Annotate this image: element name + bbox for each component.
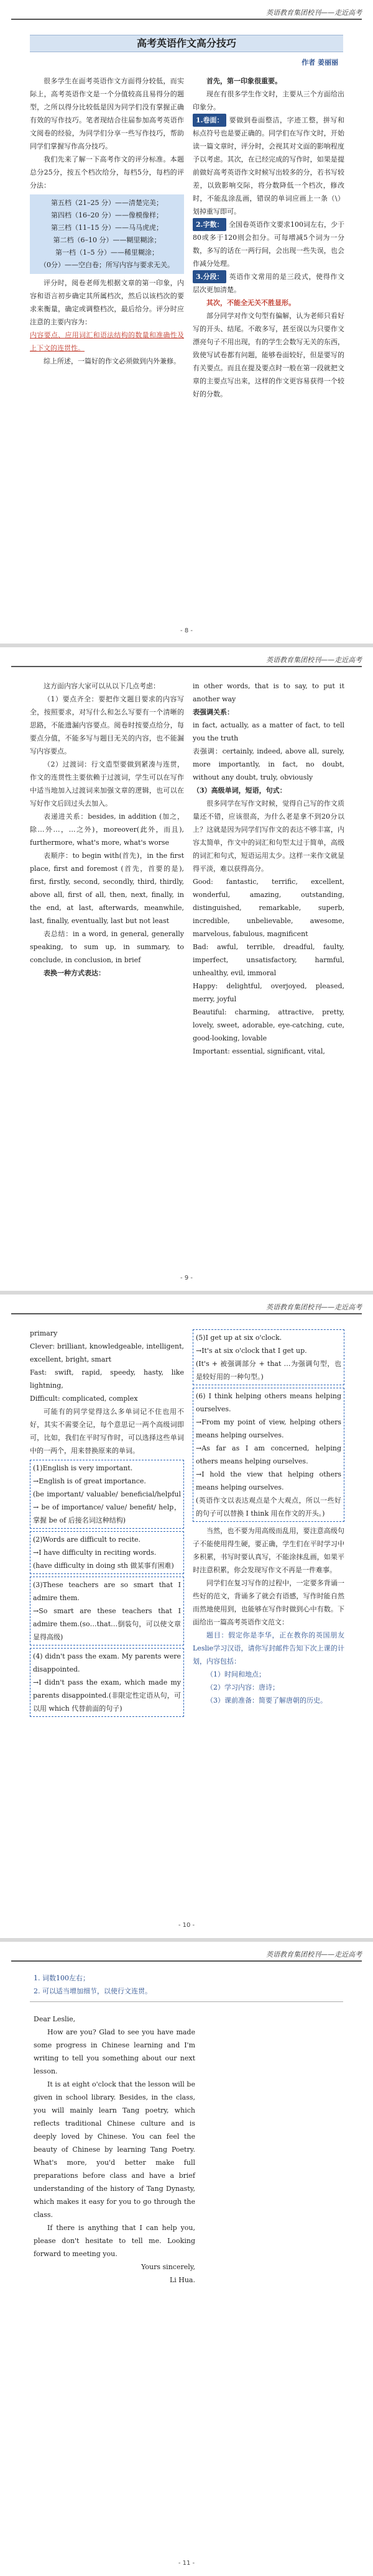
paragraph: 要做到卷面整洁，字迹工整，拼写和标点符号也是要正确的。同学们在写作文时，开始读一篇文章时，评分时，会视其对文面的影响程度予以考虑。其次，在已经完成的写作时，如果是提前做好高考英语作文时候写出较多的分，若书写较差，以致影响交际，将分数降低一个档次，修改时，不能乱涂乱画，错误的单词应画上一条（\）划掉重写即可。 xyxy=(193,116,344,216)
header-rule xyxy=(11,19,362,20)
example-line: (英语作文以表达观点是个大观点，所以一些好的句子可以替换 I think 用在作文的开头。) xyxy=(196,1496,341,1518)
example-line: (be important/ valuable/ beneficial/helpful → be of importance/ value/ benefit/ help，掌握 be of 后接名词这种结构) xyxy=(33,1490,181,1524)
key-point-text: 内容要点、应用词汇和语法结构的数量和准确性及上下文的连贯性。 xyxy=(30,331,184,352)
example-line: (1)English is very important. xyxy=(33,1464,133,1472)
example-box-6 xyxy=(193,1388,344,1522)
page-header: 英语教育集团校刊——走近高考 xyxy=(266,656,362,664)
page-number: - 9 - xyxy=(180,1275,193,1281)
example-line: →I have difficulty in reciting words. xyxy=(33,1549,157,1557)
letter-paragraph: It is at eight o'clock that the lesson will be given in school library. Besides, in the class, you will mainly learn Tang poetry, which reflects traditional Chinese culture and is deeply loved by Chinese. You can feel the beauty of Chinese by learning Tang Poetry. What's more, you'd better make full preparations before class and have a brief understanding of the history of Tang Dynasty, which makes it easy for you to go through the class. xyxy=(34,2080,195,2219)
page-number: - 11 - xyxy=(178,2560,195,2567)
note-line: 1. 词数100左右； xyxy=(34,1974,90,1982)
example-box-1 xyxy=(30,1460,184,1529)
task-prompt: 题目：假定你是李华，正在教你的英国朋友Leslie学习汉语，请你写封邮件告知下次上课的计划，内容包括： xyxy=(193,1631,344,1665)
article-author: 作者 姜丽丽 xyxy=(302,58,338,66)
letter-closing: Yours sincerely, xyxy=(141,2263,195,2271)
tag-label: 2.字数： xyxy=(193,218,226,231)
page1-right-column xyxy=(193,75,344,401)
example-line: →So smart are these teachers that I admire them.(so…that…倒装句，可以使文章显得高级) xyxy=(33,1607,181,1641)
tag-label: 3.分段： xyxy=(193,270,226,283)
vocab-list: Important: essential, significant, vital, xyxy=(193,1047,325,1055)
example-line: (6) I think helping others means helping ourselves. xyxy=(196,1392,341,1413)
paragraph: 表强调关系： xyxy=(193,708,234,716)
task-item: （3）课前准备：简要了解唐朝的历史。 xyxy=(206,1696,327,1704)
paragraph: 这方面内容大家可以从以下几点考虑： xyxy=(44,682,160,690)
header-rule xyxy=(11,1960,362,1962)
example-box-4 xyxy=(30,1648,184,1717)
page3-left-column xyxy=(30,1327,184,1719)
tag-label: 1.卷面： xyxy=(193,114,226,127)
score-row: 第五档（21–25 分）——清楚完美； xyxy=(51,199,163,207)
example-line: (have difficulty in doing sth 做某事有困难) xyxy=(33,1562,174,1570)
section-rule xyxy=(30,2001,343,2002)
example-line: (It's + 被强调部分 + that …为强调句型，也是较好用的一种句型。) xyxy=(196,1360,341,1381)
section-heading: （3）高级单词，短语，句式： xyxy=(193,786,287,794)
paragraph: in other words, that is to say, to put it another way xyxy=(193,682,344,703)
letter-signature: Li Hua. xyxy=(169,2276,195,2284)
paragraph: 部分同学对作文句型有偏解，认为老师只看好写的开头、结尾。不敢多写，甚至误以为只要作文漂亮句子不用出现，有的学生会数写无关的东西，致使写试卷都有问题，能够卷面较好，但是要写的有关要点。而且在提及要点时一般在第一段就把文章的主要点写出来，这样的作文更容易获得一个较好的分数。 xyxy=(193,312,344,398)
task-item: （1）时间和地点； xyxy=(206,1670,265,1678)
paragraph: 全国卷英语作文要求100词左右，少于80或多于120则会扣分。可每增减5个词为一分数，多写的话在一两行间，会出现一些失误，也会作减分处理。 xyxy=(193,221,344,268)
sample-letter xyxy=(34,2013,195,2287)
vocab-list: Good: fantastic, terrific, excellent, wonderful, amazing, outstanding, distinguished, remarkable, superb, incredible, unbelievable, awesome, marvelous, fabulous, magnificent xyxy=(193,878,344,938)
example-box-2 xyxy=(30,1531,184,1574)
page2-left-column xyxy=(30,680,184,980)
task-item: （2）学习内容：唐诗； xyxy=(206,1683,279,1691)
score-row: 第一档（1–5 分）——稀里糊涂； xyxy=(55,248,159,257)
example-line: →English is of great importance. xyxy=(33,1477,146,1485)
task-notes xyxy=(34,1972,220,1998)
example-box-5 xyxy=(193,1329,344,1385)
paragraph: 综上所述，一篇好的作文必须做到内外兼修。 xyxy=(44,357,180,365)
vocab-list: Beautiful: charming, attractive, pretty, lovely, sweet, adorable, eye-catching, cute, good-looking, lovable xyxy=(193,1008,344,1042)
note-line: 2. 可以适当增加细节，以使行文连贯。 xyxy=(34,1987,152,1995)
example-line: (3)These teachers are so smart that I admire them. xyxy=(33,1581,181,1602)
paragraph: 表递进关系：besides, in addition (加之，除…外…，…之外)，moreover(此外，而且), furthermore, what's more, what's worse xyxy=(30,812,184,847)
header-rule xyxy=(11,666,362,667)
example-line: (2)Words are difficult to recite. xyxy=(33,1536,141,1544)
score-table xyxy=(30,194,184,274)
page-3 xyxy=(0,1295,373,1938)
paragraph: 很多学生在面考英语作文方面得分较低，而实际上，高考英语作文是一个分值较高且易得分的题型，之所以得分比较低是因为同学们没有掌握正确有效的写作技巧。笔者现结合往届参加高考英语作文阅卷的经验，为同学们分享一些写作技巧，帮助同学们掌握写作高分技巧。 xyxy=(30,77,184,150)
page-2 xyxy=(0,647,373,1291)
paragraph: in fact, actually, as a matter of fact, to tell you the truth xyxy=(193,721,344,742)
letter-paragraph: How are you? Glad to see you have made some progress in Chinese learning and I'm writing to tell you something about our next lesson. xyxy=(34,2028,195,2075)
paragraph: 现在有很多学生作文时，主要从三个方面给出印象分。 xyxy=(193,90,344,111)
example-line: (5)I get up at six o'clock. xyxy=(196,1334,282,1342)
page-number: - 8 - xyxy=(180,627,193,634)
paragraph: 英语作文常用的是三段式，使得作文层次更加清楚。 xyxy=(193,273,344,294)
paragraph: 同学们在复习写作的过程中，一定要多背诵一些好的范文，背诵多了就会有语感，写作时能自然而然地使用到，也能够在写作时做到心中有数。下面给出一篇高考英语作文范文： xyxy=(193,1579,344,1626)
page3-right-column xyxy=(193,1327,344,1707)
vocab-list: Clever: brilliant, knowledgeable, intelligent, excellent, bright, smart xyxy=(30,1342,184,1363)
vocab-list: Difficult: complicated, complex xyxy=(30,1395,138,1403)
example-line: (4) didn't pass the exam. My parents were disappointed. xyxy=(33,1652,181,1673)
paragraph: 很多同学在写作文时候，觉得自己写的作文质量还不错，应该很高，为什么老是拿不到20分以上？这就是因为同学们写作文的表达不够丰富，内容太简单，作文中的词汇和句型太过于简单，高级的词汇和句式，短语运用太少。这样一来作文就显得平淡，难以获得高分。 xyxy=(193,799,344,873)
page2-right-column xyxy=(193,680,344,1058)
score-row: （0分）——空白卷；所写内容与要求无关。 xyxy=(40,261,174,269)
page-header: 英语教育集团校刊——走近高考 xyxy=(266,1950,362,1959)
header-rule xyxy=(11,1313,362,1314)
score-row: 第四档（16–20 分）——像模像样； xyxy=(51,211,163,219)
example-box-3 xyxy=(30,1577,184,1645)
paragraph: 首先，第一印象很重要。 xyxy=(206,77,282,85)
example-line: →From my point of view, helping others means helping ourselves. xyxy=(196,1418,341,1439)
paragraph: 表总结：in a word, in general, generally speaking, to sum up, in summary, to conclude, in conclusion, in brief xyxy=(30,930,184,964)
page1-left-column xyxy=(30,75,184,368)
paragraph: 当然，也不要为用高级而乱用，要注意高级句子不能使用得生硬，要正确，学生们在平时学习中多积累，书写时要认真写，不能涂抹乱画，如果平时注意积累，你会发现写作文不再是一件难事。 xyxy=(193,1527,344,1574)
vocab-list: Happy: delightful, overjoyed, pleased, merry, joyful xyxy=(193,982,344,1003)
paragraph: 可能有的同学觉得这么多单词记不住也用不好，其实不需要全记，每个意思记一两个高级词即可，比如，我们在平时写作时，可以选择这些单词中的一两个，用来替换原来的单词。 xyxy=(30,1408,184,1455)
page-1 xyxy=(0,0,373,644)
example-line: →It's at six o'clock that I get up. xyxy=(196,1347,307,1355)
paragraph: 表顺序：to begin with(首先)，in the first place, first and foremost (首先，首要的是), first, firstly, second, secondly, third, thirdly, above all, first of all, then, next, finally, in the end, at last, afterwards, meanwhile, last, finally, eventually, last but not least xyxy=(30,852,184,925)
paragraph: （1）要点齐全：要把作文题目要求的内容写全，按照要求，对写什么和怎么写要有一个清晰的思路，不能遗漏内容要点。阅卷时按要点给分，每要点分值，不能多写与题目无关的内容，也不能漏写内容要点。 xyxy=(30,695,184,755)
vocab-list: Bad: awful, terrible, dreadful, faulty, imperfect, unsatisfactory, harmful, unhealthy, evil, immoral xyxy=(193,943,344,977)
example-line: →I didn't pass the exam, which made my parents disappointed.(非限定性定语从句，可以用 which 代替前面的句子) xyxy=(33,1678,181,1713)
example-line: →As far as I am concerned, helping others means helping ourselves. xyxy=(196,1444,341,1465)
page-header: 英语教育集团校刊——走近高考 xyxy=(266,1303,362,1311)
letter-paragraph: If there is anything that I can help you, please don't hesitate to tell me. Looking forward to meeting you. xyxy=(34,2224,195,2258)
page-header: 英语教育集团校刊——走近高考 xyxy=(266,9,362,17)
article-title: 高考英语作文高分技巧 xyxy=(30,35,343,52)
paragraph: （2）过渡词：行文造型要做到紧凑与连贯，作文的连贯性主要依赖于过渡词，学生可以在写作中适当地加入过渡词来加强文章的逻辑，也可以在写好作文后回过头去加入。 xyxy=(30,760,184,808)
page-4 xyxy=(0,1942,373,2576)
example-line: →I hold the view that helping others means helping ourselves. xyxy=(196,1470,341,1491)
letter-greeting: Dear Leslie, xyxy=(34,2015,76,2023)
page-number: - 10 - xyxy=(178,1922,195,1929)
highlight-text: 其次，不能全无关不胜显形。 xyxy=(206,299,295,307)
score-row: 第二档（6–10 分）——糊里糊涂； xyxy=(53,236,161,244)
paragraph: 评分时，阅卷老师先根据文章的第一印象，内容和语言初步确定其所属档次，然后以该档次的要求来衡量，确定或调整档次，最后给分。评分时应注意的主要内容为： xyxy=(30,279,184,326)
paragraph: 表强调：certainly, indeed, above all, surely, more importantly, in fact, no doubt, without any doubt, truly, obviously xyxy=(193,747,344,781)
vocab-list: Fast: swift, rapid, speedy, hasty, like lightning, xyxy=(30,1368,184,1390)
paragraph: 我们先来了解一下高考作文的评分标准。本题总分25分，按五个档次给分，每档5分，每档的评分法： xyxy=(30,155,184,189)
paragraph: 表换一种方式表达： xyxy=(44,969,105,977)
score-row: 第三档（11–15 分）——马马虎虎； xyxy=(51,224,163,232)
vocab-list: primary xyxy=(30,1329,58,1337)
